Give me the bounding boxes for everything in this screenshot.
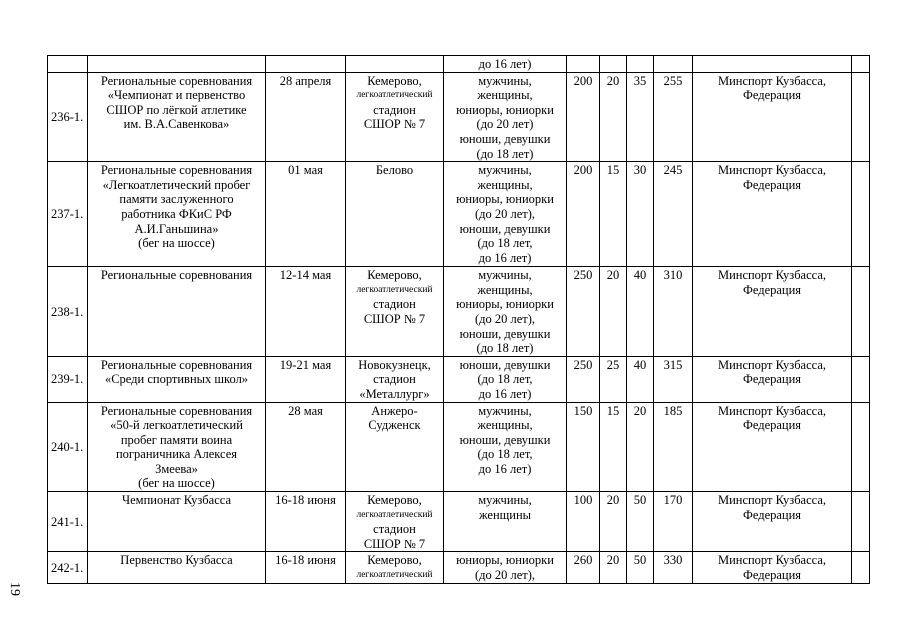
count-total [654, 492, 693, 552]
cell-line: Федерация [742, 88, 802, 103]
cell-line: Федерация [742, 372, 802, 387]
count-total [654, 402, 693, 492]
cell-line: Региональные соревнования [100, 357, 253, 372]
count-3 [627, 72, 654, 162]
count-2 [600, 267, 627, 357]
groups-cell [444, 56, 567, 73]
name-cell [88, 56, 266, 73]
total-cell [654, 56, 693, 73]
cell-line: Минспорт Кузбасса, [717, 73, 827, 88]
count-2-text: 20 [606, 493, 620, 508]
count-1 [567, 72, 600, 162]
competition-name [88, 267, 266, 357]
count-2 [600, 402, 627, 492]
cell-line: Региональные соревнования [100, 163, 253, 178]
cell-line: юниоры, юниорки [456, 297, 554, 312]
extra-cell [852, 72, 870, 162]
count-total [654, 267, 693, 357]
page-number-text: 19 [7, 582, 22, 596]
cell-line: мужчины, [478, 493, 532, 508]
place-line: «Металлург» [359, 386, 430, 401]
count-3-text: 35 [633, 73, 647, 88]
competition-date [266, 402, 346, 492]
count-total [654, 162, 693, 267]
cell-line: СШОР по лёгкой атлетике [106, 102, 247, 117]
participant-groups [444, 492, 567, 552]
competition-place [346, 492, 444, 552]
num-cell [48, 56, 88, 73]
count-3 [627, 356, 654, 402]
table-row [48, 267, 870, 357]
cell-line: юноши, девушки [459, 131, 551, 146]
table-row [48, 402, 870, 492]
extra-cell [852, 552, 870, 583]
org-cell [693, 56, 852, 73]
cell-line: А.И.Ганьшина» [134, 221, 219, 236]
table-row [48, 56, 870, 73]
count-2 [600, 552, 627, 583]
count-3 [627, 492, 654, 552]
row-number [48, 552, 88, 583]
date-text: 28 мая [288, 403, 323, 418]
cell-line: юниоры, юниорки [456, 553, 554, 568]
organizer [693, 356, 852, 402]
date-text: 16-18 июня [275, 553, 336, 568]
table-row [48, 162, 870, 267]
count-2-text: 15 [606, 163, 620, 178]
cell-line: «50-й легкоатлетический [110, 418, 243, 433]
total-text: 245 [663, 163, 683, 178]
place-line: легкоатлетический [356, 570, 433, 581]
cell-line: Региональные соревнования [100, 403, 253, 418]
count-1-text: 260 [573, 553, 593, 568]
n1-cell [567, 56, 600, 73]
count-2 [600, 72, 627, 162]
cell-line: Минспорт Кузбасса, [717, 553, 827, 568]
cell-line: «Легкоатлетический пробег [102, 177, 251, 192]
place-line: стадион [373, 102, 416, 117]
count-1-text: 250 [573, 357, 593, 372]
row-number [48, 267, 88, 357]
cell-line: женщины, [477, 418, 533, 433]
cell-line: до 16 лет) [478, 250, 532, 265]
competition-name [88, 492, 266, 552]
competition-name [88, 162, 266, 267]
count-1 [567, 492, 600, 552]
cell-line: (до 20 лет) [476, 117, 534, 132]
competition-date [266, 162, 346, 267]
row-number-text: 238-1. [51, 304, 84, 319]
cell-line: юноши, девушки [459, 221, 551, 236]
competition-place [346, 72, 444, 162]
row-number [48, 72, 88, 162]
participant-groups [444, 162, 567, 267]
row-number-text: 241-1. [51, 514, 84, 529]
cell-line: Федерация [742, 507, 802, 522]
cell-line: юниоры, юниорки [456, 192, 554, 207]
extra-cell [852, 162, 870, 267]
count-1-text: 200 [573, 73, 593, 88]
table-row [48, 72, 870, 162]
count-2-text: 25 [606, 357, 620, 372]
cell-line: (бег на шоссе) [138, 476, 215, 491]
cell-line: Федерация [742, 282, 802, 297]
competition-date [266, 267, 346, 357]
cell-line: Минспорт Кузбасса, [717, 403, 827, 418]
organizer [693, 552, 852, 583]
place-line: Кемерово, [367, 268, 422, 283]
extra-cell [852, 492, 870, 552]
place-line: Анжеро- [371, 403, 418, 418]
cell-line: (до 18 лет, [477, 447, 533, 462]
count-2 [600, 162, 627, 267]
count-2 [600, 356, 627, 402]
cell-line: юноши, девушки [459, 432, 551, 447]
extra-cell [852, 356, 870, 402]
cell-line: Федерация [742, 418, 802, 433]
organizer [693, 267, 852, 357]
count-1-text: 250 [573, 268, 593, 283]
row-number [48, 356, 88, 402]
total-text: 315 [663, 357, 683, 372]
count-2-text: 20 [606, 553, 620, 568]
organizer [693, 72, 852, 162]
count-3 [627, 162, 654, 267]
date-text: 19-21 мая [279, 357, 332, 372]
place-line: Судженск [368, 418, 421, 433]
competition-place [346, 267, 444, 357]
date-text: 01 мая [288, 163, 323, 178]
cell-line: мужчины, [478, 268, 532, 283]
cell-line: до 16 лет) [478, 386, 532, 401]
count-1 [567, 356, 600, 402]
cell-line: (бег на шоссе) [138, 236, 215, 251]
place-line: Белово [375, 163, 414, 178]
cell-line: мужчины, [478, 403, 532, 418]
competition-name [88, 552, 266, 583]
cell-line: женщины, [477, 282, 533, 297]
total-text: 170 [663, 493, 683, 508]
cell-line: (до 20 лет), [474, 206, 536, 221]
count-1 [567, 402, 600, 492]
cell-line: (до 18 лет) [476, 146, 534, 161]
row-number-text: 236-1. [51, 110, 84, 125]
organizer [693, 162, 852, 267]
place-line: легкоатлетический [356, 284, 433, 295]
cell-line: Федерация [742, 177, 802, 192]
count-3 [627, 402, 654, 492]
competition-date [266, 356, 346, 402]
cell-line: Региональные соревнования [100, 73, 253, 88]
cell-line: мужчины, [478, 73, 532, 88]
participant-groups [444, 552, 567, 583]
competition-place [346, 402, 444, 492]
count-3-text: 40 [633, 268, 647, 283]
participant-groups [444, 402, 567, 492]
competition-date [266, 72, 346, 162]
count-2-text: 15 [606, 403, 620, 418]
row-number [48, 492, 88, 552]
cell-line: Федерация [742, 568, 802, 583]
count-total [654, 552, 693, 583]
count-total [654, 72, 693, 162]
cell-line: (до 18 лет, [477, 236, 533, 251]
extra-cell [852, 56, 870, 73]
table-row [48, 356, 870, 402]
cell-line: «Чемпионат и первенство [107, 88, 246, 103]
place-cell [346, 56, 444, 73]
row-number-text: 240-1. [51, 439, 84, 454]
competition-name [88, 72, 266, 162]
cell-line: Минспорт Кузбасса, [717, 493, 827, 508]
competition-place [346, 162, 444, 267]
table-row [48, 492, 870, 552]
count-3-text: 50 [633, 553, 647, 568]
cell-line: мужчины, [478, 163, 532, 178]
date-text: 28 апреля [279, 73, 332, 88]
row-number-text: 242-1. [51, 560, 84, 575]
cell-line: (до 20 лет), [474, 568, 536, 583]
place-line: легкоатлетический [356, 90, 433, 101]
date-cell [266, 56, 346, 73]
cell-line: Минспорт Кузбасса, [717, 268, 827, 283]
competition-date [266, 492, 346, 552]
row-number-text: 239-1. [51, 372, 84, 387]
competition-name [88, 402, 266, 492]
place-line: Кемерово, [367, 493, 422, 508]
cell-line: до 16 лет) [478, 461, 532, 476]
competition-date [266, 552, 346, 583]
count-1 [567, 552, 600, 583]
cell-line: пробег памяти воина [120, 432, 233, 447]
place-line: стадион [373, 522, 416, 537]
cell-line: (до 18 лет) [476, 341, 534, 356]
total-text: 330 [663, 553, 683, 568]
cell-line: женщины [478, 507, 532, 522]
total-text: 255 [663, 73, 683, 88]
row-number-text: 237-1. [51, 207, 84, 222]
date-text: 16-18 июня [275, 493, 336, 508]
count-1-text: 200 [573, 163, 593, 178]
place-line: легкоатлетический [356, 509, 433, 520]
row-number [48, 162, 88, 267]
cell-line: юниоры, юниорки [456, 102, 554, 117]
cell-line: им. В.А.Савенкова» [123, 117, 230, 132]
groups-line: до 16 лет) [478, 57, 532, 71]
cell-line: Первенство Кузбасса [120, 553, 233, 568]
organizer [693, 402, 852, 492]
competition-place [346, 552, 444, 583]
total-text: 310 [663, 268, 683, 283]
count-3-text: 20 [633, 403, 647, 418]
place-line: СШОР № 7 [363, 117, 426, 132]
n2-cell [600, 56, 627, 73]
count-1-text: 100 [573, 493, 593, 508]
count-3 [627, 267, 654, 357]
count-2-text: 20 [606, 73, 620, 88]
page-number [6, 582, 22, 596]
count-2-text: 20 [606, 268, 620, 283]
place-line: СШОР № 7 [363, 536, 426, 551]
place-line: Кемерово, [367, 73, 422, 88]
cell-line: памяти заслуженного [119, 192, 234, 207]
organizer [693, 492, 852, 552]
competition-name [88, 356, 266, 402]
participant-groups [444, 72, 567, 162]
count-3-text: 30 [633, 163, 647, 178]
cell-line: Чемпионат Кузбасса [121, 493, 231, 508]
extra-cell [852, 267, 870, 357]
count-2 [600, 492, 627, 552]
row-number [48, 402, 88, 492]
cell-line: женщины, [477, 177, 533, 192]
count-total [654, 356, 693, 402]
cell-line: Минспорт Кузбасса, [717, 357, 827, 372]
count-3-text: 50 [633, 493, 647, 508]
count-3 [627, 552, 654, 583]
place-line: СШОР № 7 [363, 311, 426, 326]
table-row [48, 552, 870, 583]
cell-line: (до 20 лет), [474, 311, 536, 326]
cell-line: (до 18 лет, [477, 372, 533, 387]
cell-line: работника ФКиС РФ [121, 206, 232, 221]
cell-line: женщины, [477, 88, 533, 103]
cell-line: Минспорт Кузбасса, [717, 163, 827, 178]
place-line: стадион [373, 372, 416, 387]
date-text: 12-14 мая [279, 268, 332, 283]
count-3-text: 40 [633, 357, 647, 372]
participant-groups [444, 267, 567, 357]
table-body [48, 56, 870, 584]
n3-cell [627, 56, 654, 73]
participant-groups [444, 356, 567, 402]
cell-line: юноши, девушки [459, 357, 551, 372]
count-1 [567, 162, 600, 267]
total-text: 185 [663, 403, 683, 418]
cell-line: «Среди спортивных школ» [104, 372, 249, 387]
cell-line: пограничника Алексея [115, 447, 238, 462]
place-line: стадион [373, 297, 416, 312]
place-line: Кемерово, [367, 553, 422, 568]
extra-cell [852, 402, 870, 492]
count-1 [567, 267, 600, 357]
cell-line: Змеева» [155, 461, 198, 476]
place-line: Новокузнецк, [358, 357, 431, 372]
competition-place [346, 356, 444, 402]
cell-line: Региональные соревнования [100, 268, 253, 283]
cell-line: юноши, девушки [459, 326, 551, 341]
count-1-text: 150 [573, 403, 593, 418]
competition-schedule-table [47, 55, 870, 584]
